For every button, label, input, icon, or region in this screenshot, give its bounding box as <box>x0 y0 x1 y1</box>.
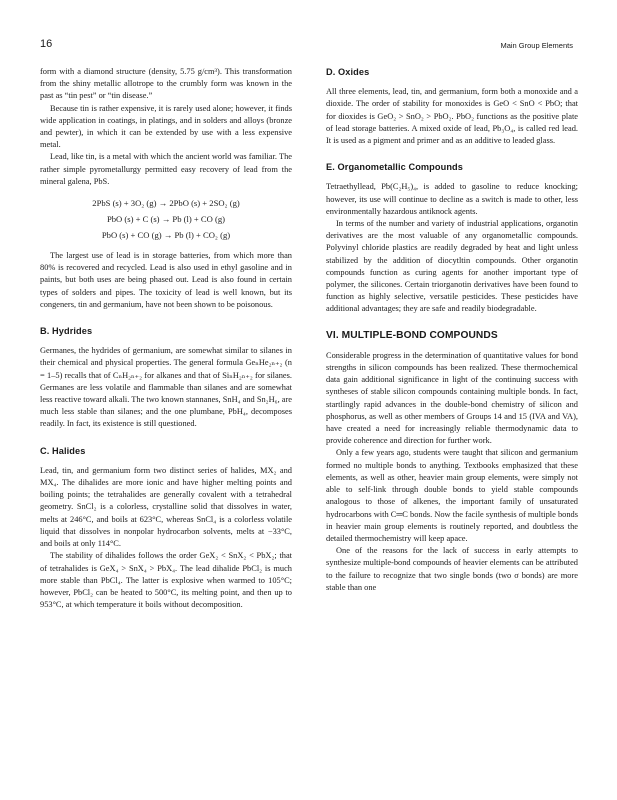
page-number: 16 <box>40 38 53 50</box>
section-heading-organometallic: E. Organometallic Compounds <box>326 162 463 173</box>
paragraph: The largest use of lead is in storage batteries, from which more than 80% is recovered and recycled. Lead is also used in ethyl gasoline and in paints, but both uses are being phased out. Lead is also found in certain types of solders and pipes. The toxicity of lead is well known, but its congeners, tin and germanium, have not been shown to be poisonous. <box>40 251 292 309</box>
equation: PbO (s) + C (s) → Pb (l) + CO (g) <box>106 214 226 225</box>
paragraph: In terms of the number and variety of industrial applications, organotin derivatives are the most valuable of any organometallic compounds. Polyvinyl chloride plastics are readily degraded by heat and light unless stabilized by the addition of diocytltin compounds. Other organotin compounds function as curing agents for another important type of polymer, the silicones. Certain triorganotin derivatives have been found to function as highly selective, versatile pesticides. These pesticides have additional advantages; they are safe and readily biodegradable. <box>326 219 578 314</box>
section-heading-hydrides: B. Hydrides <box>40 326 93 337</box>
paragraph: Because tin is rather expensive, it is rarely used alone; however, it finds wide application in coatings, in platings, and in solders and alloys (bronze and pewter), in which it can be extended by use with a less expensive metal. <box>40 103 292 150</box>
paragraph: form with a diamond structure (density, 5.75 g/cm³). This transformation from the shiny metallic allotrope to the crumbly form was known in the past as “tin pest” or “tin disease.” <box>40 67 292 101</box>
section-heading-oxides: D. Oxides <box>326 67 370 77</box>
equation: 2PbS (s) + 3O₂ (g) → 2PbO (s) + 2SO₂ (g) <box>92 198 240 209</box>
paragraph: Germanes, the hydrides of germanium, are somewhat similar to silanes in their chemical and physical properties. The general formula GeₙHe₂ₙ₊₂ (n = 1–5) recalls that of CₙH₂ₙ₊₂ for alkanes and that of SiₙH₂ₙ₊₂ for silanes. Germanes are less volatile and flammable than silanes and are somewhat less reactive toward alkali. The two known stannanes, SnH₄ and Sn₂H₆, are much less stable than silanes; and the one plumbane, PbH₄, decomposes readily. In fact, its existence is still questioned. <box>40 346 292 429</box>
paragraph: Tetraethyllead, Pb(C₂H₅)₄, is added to gasoline to reduce knocking; however, its use will continue to decline as a switch is made to other, less environmentally hazardous antiknock agents. <box>326 182 578 216</box>
paragraph: Considerable progress in the determination of quantitative values for bond strengths in silicon compounds has been realized. These thermochemical data gain additional significance in light of the continuing success with syntheses of stable silicon compounds containing multiple bonds. In fact, startlingly rapid advances in the double-bond chemistry of silicon and phosphorus, as well as other members of Groups 14 and 15 (IVA and VA), have created a need for increasingly reliable thermodynamic data to provide coherence and direction for further work. <box>326 350 578 446</box>
paragraph: Only a few years ago, students were taught that silicon and germanium formed no multiple bonds to anything. Textbooks emphasized that these elements, as well as other, heavier main group elements, were simply not able to self-link through double bonds to yield stable compounds analogous to those of alkenes, the important family of unsaturated hydrocarbons with C═C bonds. Now the facile synthesis of multiple bonds in heavier main group elements is routinely reported, and doubtless the detailed thermochemistry will keep apace. <box>326 448 578 543</box>
left-column <box>40 66 292 611</box>
right-column <box>326 66 578 594</box>
section-heading-multiple-bond: VI. MULTIPLE-BOND COMPOUNDS <box>326 329 498 341</box>
equation-block <box>40 195 292 243</box>
paragraph: One of the reasons for the lack of success in early attempts to synthesize multiple-bond compounds of heavier elements can be attributed to the failure to recognize that two single bonds (two σ bonds) are more stable than one <box>326 546 578 592</box>
paragraph: The stability of dihalides follows the order GeX₂ < SnX₂ < PbX₂; that of tetrahalides is GeX₄ > SnX₄ > PbX₄. The lead dihalide PbCl₂ is much more stable than PbCl₄. The latter is explosive when warmed to 105°C; however, PbCl₂ can be heated to 500°C, its melting point, and then up to 953°C, at which temperature it boils without decomposition. <box>40 551 292 610</box>
running-head: Main Group Elements <box>500 41 573 50</box>
equation: PbO (s) + CO (g) → Pb (l) + CO₂ (g) <box>101 230 231 241</box>
section-heading-halides: C. Halides <box>40 445 86 456</box>
paragraph: All three elements, lead, tin, and germanium, form both a monoxide and a dioxide. The order of stability for monoxides is GeO < SnO < PbO; that for dioxides is GeO₂ > SnO₂ > PbO₂. PbO₂ functions as the positive plate of lead storage batteries. A mixed oxide of lead, Pb₃O₄, is called red lead. It is used as a pigment and primer and as an additive to leaded glass. <box>326 87 578 146</box>
paragraph: Lead, like tin, is a metal with which the ancient world was familiar. The rather simple pyrometallurgy permitted easy recovery of lead from the mineral galena, PbS. <box>40 152 292 186</box>
paragraph: Lead, tin, and germanium form two distinct series of halides, MX₂ and MX₄. The dihalides are more ionic and have higher melting points and boiling points; the tetrahalides are generally covalent with a tetrahedral geometry. SnCl₂ is a colorless, crystalline solid that dissolves in water, melts at 246°C, and boils at 623°C, whereas SnCl₄ is a colorless volatile liquid that dissolves in nonpolar hydrocarbon solvents, melts at −33°C, and boils at only 114°C. <box>40 465 292 549</box>
